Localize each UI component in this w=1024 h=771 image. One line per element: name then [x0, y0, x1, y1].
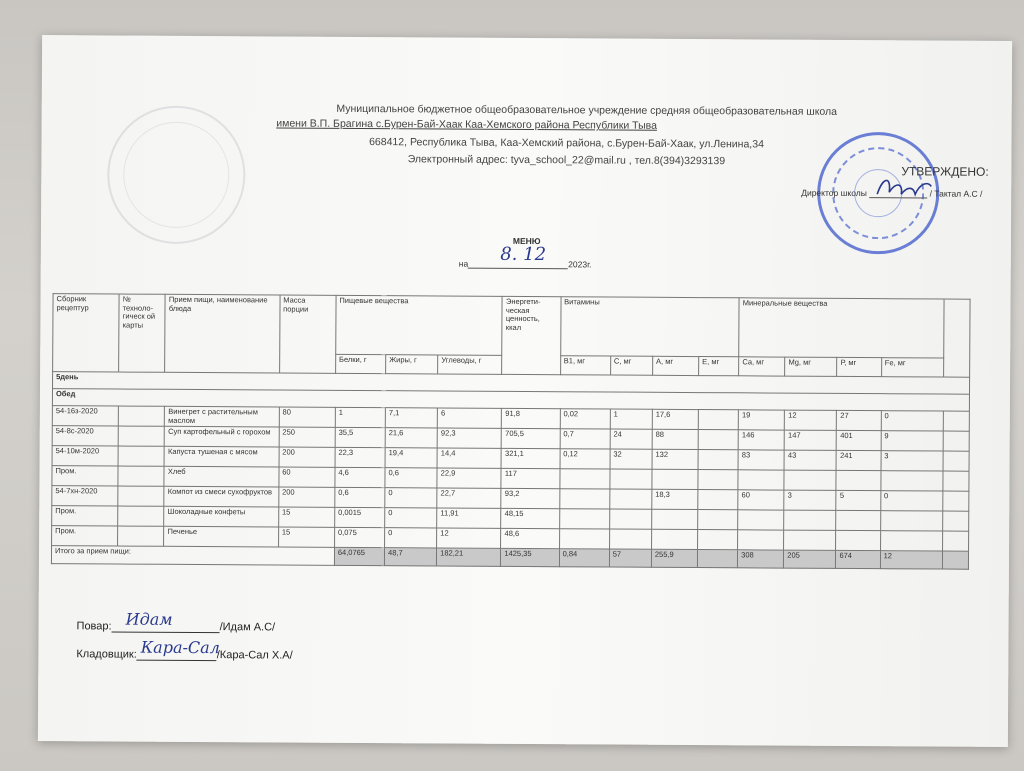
header-b1: В1, мг [560, 356, 610, 375]
table-cell: Пром. [52, 526, 118, 546]
header-card: № техноло-гическ ой карты [119, 294, 166, 372]
table-cell-empty [943, 411, 969, 431]
total-cell: 182,21 [437, 548, 501, 566]
meal-label: Обед [52, 389, 969, 412]
total-cell: 48,7 [384, 548, 436, 566]
storekeeper-handwritten: Кара-Сал [140, 637, 220, 658]
table-cell: 0,6 [385, 468, 437, 488]
table-cell: 1 [335, 407, 385, 428]
table-cell: 93,2 [501, 489, 559, 509]
director-line [801, 188, 982, 199]
storekeeper-sign-line [137, 637, 220, 661]
table-cell: 54-16з-2020 [52, 406, 118, 427]
table-cell: 54-7хн-2020 [52, 486, 118, 506]
day-label: 5день [53, 372, 970, 395]
header-p: Р, мг [837, 357, 881, 376]
table-cell [784, 470, 836, 490]
table-cell [880, 511, 942, 531]
table-cell: 146 [738, 430, 784, 450]
header-vitamins: Витамины [560, 297, 739, 357]
header-protein: Белки, г [335, 354, 385, 373]
table-cell: 22,3 [335, 448, 385, 468]
table-cell: 19 [738, 410, 784, 431]
table-cell: 27 [837, 410, 881, 431]
table-cell [698, 530, 738, 550]
table-cell: 15 [278, 527, 334, 547]
date-suffix: 2023г. [568, 259, 592, 270]
table-cell: Капуста тушеная с мясом [164, 447, 278, 468]
table-cell [118, 486, 164, 506]
table-cell [610, 469, 652, 489]
header-nutrients: Пищевые вещества [336, 295, 503, 355]
table-cell: Винегрет с растительным маслом [165, 406, 279, 427]
table-cell: 54-8с-2020 [52, 426, 118, 446]
table-cell: 83 [738, 450, 784, 470]
table-cell: 0 [385, 528, 437, 548]
table-cell: 200 [279, 447, 335, 467]
table-cell [559, 469, 609, 489]
total-cell: 64,0765 [334, 548, 384, 566]
table-cell [609, 509, 651, 529]
table-cell [559, 489, 609, 509]
table-cell: 43 [784, 450, 836, 470]
header-c: С, мг [610, 356, 652, 375]
table-cell: 0 [385, 488, 437, 508]
header-a: А, мг [652, 356, 698, 375]
director-prefix: Директор школы [801, 187, 867, 199]
table-cell [698, 450, 738, 470]
total-cell [697, 550, 737, 568]
table-cell [118, 466, 164, 486]
total-cell: 308 [738, 550, 784, 568]
cook-sign-line [112, 609, 220, 633]
table-cell [881, 471, 943, 491]
table-cell: 4,6 [335, 468, 385, 488]
table-cell: 14,4 [437, 448, 501, 468]
table-cell: 0,6 [335, 488, 385, 508]
table-cell: 88 [652, 430, 698, 450]
total-cell: 57 [609, 549, 651, 567]
header-mg: Mg, мг [785, 357, 837, 376]
table-cell: Компот из смеси сухофруктов [164, 487, 278, 508]
storekeeper-name: /Кара-Сал Х.А/ [216, 649, 293, 662]
table-cell: 60 [738, 490, 784, 510]
table-cell: Пром. [52, 466, 118, 486]
table-cell [610, 489, 652, 509]
table-cell-empty [942, 511, 968, 531]
header-fat: Жиры, г [386, 355, 438, 374]
table-cell: 7,1 [385, 408, 437, 429]
header-ca: Са, мг [739, 357, 785, 376]
table-cell: Хлеб [164, 467, 278, 488]
header-empty [943, 299, 970, 377]
table-cell: 17,6 [652, 409, 698, 430]
table-cell-empty [943, 491, 969, 511]
table-cell [698, 410, 738, 430]
total-cell: 0,84 [559, 549, 609, 567]
table-cell: 0 [385, 508, 437, 528]
table-cell [559, 509, 609, 529]
table-cell-empty [943, 471, 969, 491]
table-cell [784, 510, 836, 530]
table-cell: 80 [279, 407, 335, 428]
cook-signature-line [76, 609, 276, 634]
date-handwritten: 8. 12 [500, 243, 547, 266]
table-cell: Печенье [164, 527, 278, 548]
table-cell: 0,0015 [335, 508, 385, 528]
table-cell: 54-10м-2020 [52, 446, 118, 466]
table-cell [738, 510, 784, 530]
table-cell: 401 [837, 431, 881, 451]
table-cell: 3 [881, 451, 943, 471]
table-cell [118, 406, 164, 427]
school-name-line2: имени В.П. Брагина с.Бурен-Бай-Хаак Каа-Хемского района Республики Тыва [276, 117, 658, 132]
approved-label: УТВЕРЖДЕНО: [901, 164, 989, 179]
table-cell: 12 [437, 528, 501, 548]
table-cell [118, 446, 164, 466]
header-minerals: Минеральные вещества [739, 298, 944, 358]
table-cell: 12 [785, 410, 837, 431]
table-cell [652, 470, 698, 490]
table-cell: 24 [610, 429, 652, 449]
table-cell: 0,12 [560, 449, 610, 469]
total-cell-empty [942, 551, 968, 569]
table-cell: 1 [610, 409, 652, 430]
table-cell-empty [942, 531, 968, 551]
table-cell: 200 [278, 487, 334, 507]
table-cell: 147 [784, 430, 836, 450]
table-cell [880, 531, 942, 551]
school-address: 668412, Республика Тыва, Каа-Хемский района, с.Бурен-Бай-Хаак, ул.Ленина,34 [369, 136, 764, 151]
header-mass: Масса порции [279, 295, 336, 373]
table-cell: 60 [279, 467, 335, 487]
table-cell [698, 470, 738, 490]
table-cell: 705,5 [502, 429, 560, 449]
total-cell: 255,9 [651, 550, 697, 568]
director-name: / Тактал А.С / [929, 188, 983, 199]
table-cell: 92,3 [437, 428, 501, 448]
table-cell: Суп картофельный с горохом [164, 427, 278, 448]
table-cell [651, 530, 697, 550]
cook-handwritten: Идам [125, 609, 173, 629]
header-dish: Прием пищи, наименование блюда [165, 294, 280, 373]
header-carbs: Углеводы, г [438, 355, 502, 374]
table-cell: 32 [610, 449, 652, 469]
table-cell: 21,6 [385, 428, 437, 448]
table-cell: 22,9 [437, 468, 501, 488]
total-cell: 12 [880, 551, 942, 569]
table-cell: 5 [836, 491, 880, 511]
total-cell: 1425,35 [501, 549, 559, 567]
cook-name: /Идам А.С/ [219, 621, 276, 634]
menu-date [458, 243, 592, 270]
table-cell [118, 526, 164, 546]
table-cell: 91,8 [502, 408, 560, 429]
table-cell: 19,4 [385, 448, 437, 468]
menu-document [38, 35, 1012, 747]
director-signature-line [869, 188, 927, 198]
table-cell [738, 530, 784, 550]
table-cell: 18,3 [652, 490, 698, 510]
table-cell: 241 [836, 451, 880, 471]
cook-label: Повар: [76, 620, 112, 633]
table-cell [118, 426, 164, 446]
table-cell [738, 470, 784, 490]
table-cell-empty [943, 451, 969, 471]
table-cell: 6 [437, 408, 501, 429]
date-line [468, 243, 568, 270]
table-cell: 117 [501, 469, 559, 489]
table-cell: 15 [278, 507, 334, 527]
table-cell [698, 510, 738, 530]
table-cell [698, 430, 738, 450]
storekeeper-signature-line [76, 637, 293, 662]
total-cell: 674 [836, 551, 880, 569]
table-cell: 0,7 [560, 429, 610, 449]
table-cell [836, 471, 880, 491]
header-energy: Энергети-ческая ценность, ккал [502, 296, 561, 374]
table-cell: 0,02 [560, 409, 610, 430]
header-collection: Сборник рецептур [53, 294, 120, 372]
table-cell: 3 [784, 490, 836, 510]
table-cell: 35,5 [335, 428, 385, 448]
table-cell [559, 529, 609, 549]
table-cell: 48,15 [501, 509, 559, 529]
total-cell: 205 [784, 550, 836, 568]
date-prefix: на [458, 258, 469, 269]
school-name-line1: Муниципальное бюджетное общеобразовательное учреждение средняя общеобразовательная школа [336, 102, 838, 118]
school-contacts: Электронный адрес: tyva_school_22@mail.ru , тел.8(394)3293139 [407, 153, 726, 168]
table-cell: 321,1 [501, 449, 559, 469]
menu-table [51, 293, 971, 570]
header-fe: Fe, мг [881, 358, 943, 377]
table-cell: Шоколадные конфеты [164, 507, 278, 528]
table-cell: 9 [881, 431, 943, 451]
table-cell [118, 506, 164, 526]
storekeeper-label: Кладовщик: [76, 648, 137, 661]
table-cell: 22,7 [437, 488, 501, 508]
header-e: Е, мг [699, 357, 739, 376]
menu-title: МЕНЮ [512, 235, 541, 247]
table-cell: 48,6 [501, 529, 559, 549]
table-cell: 0 [880, 491, 942, 511]
table-cell: 132 [652, 450, 698, 470]
total-label: Итого за прием пищи: [51, 546, 334, 566]
table-cell-empty [943, 431, 969, 451]
table-cell: 0,075 [334, 528, 384, 548]
table-cell [836, 511, 880, 531]
table-cell [652, 510, 698, 530]
table-cell: 250 [279, 427, 335, 447]
table-cell: Пром. [52, 506, 118, 526]
table-cell [836, 531, 880, 551]
table-cell [784, 530, 836, 550]
table-cell [609, 529, 651, 549]
table-cell [698, 490, 738, 510]
table-cell: 11,91 [437, 508, 501, 528]
table-cell: 0 [881, 411, 943, 432]
